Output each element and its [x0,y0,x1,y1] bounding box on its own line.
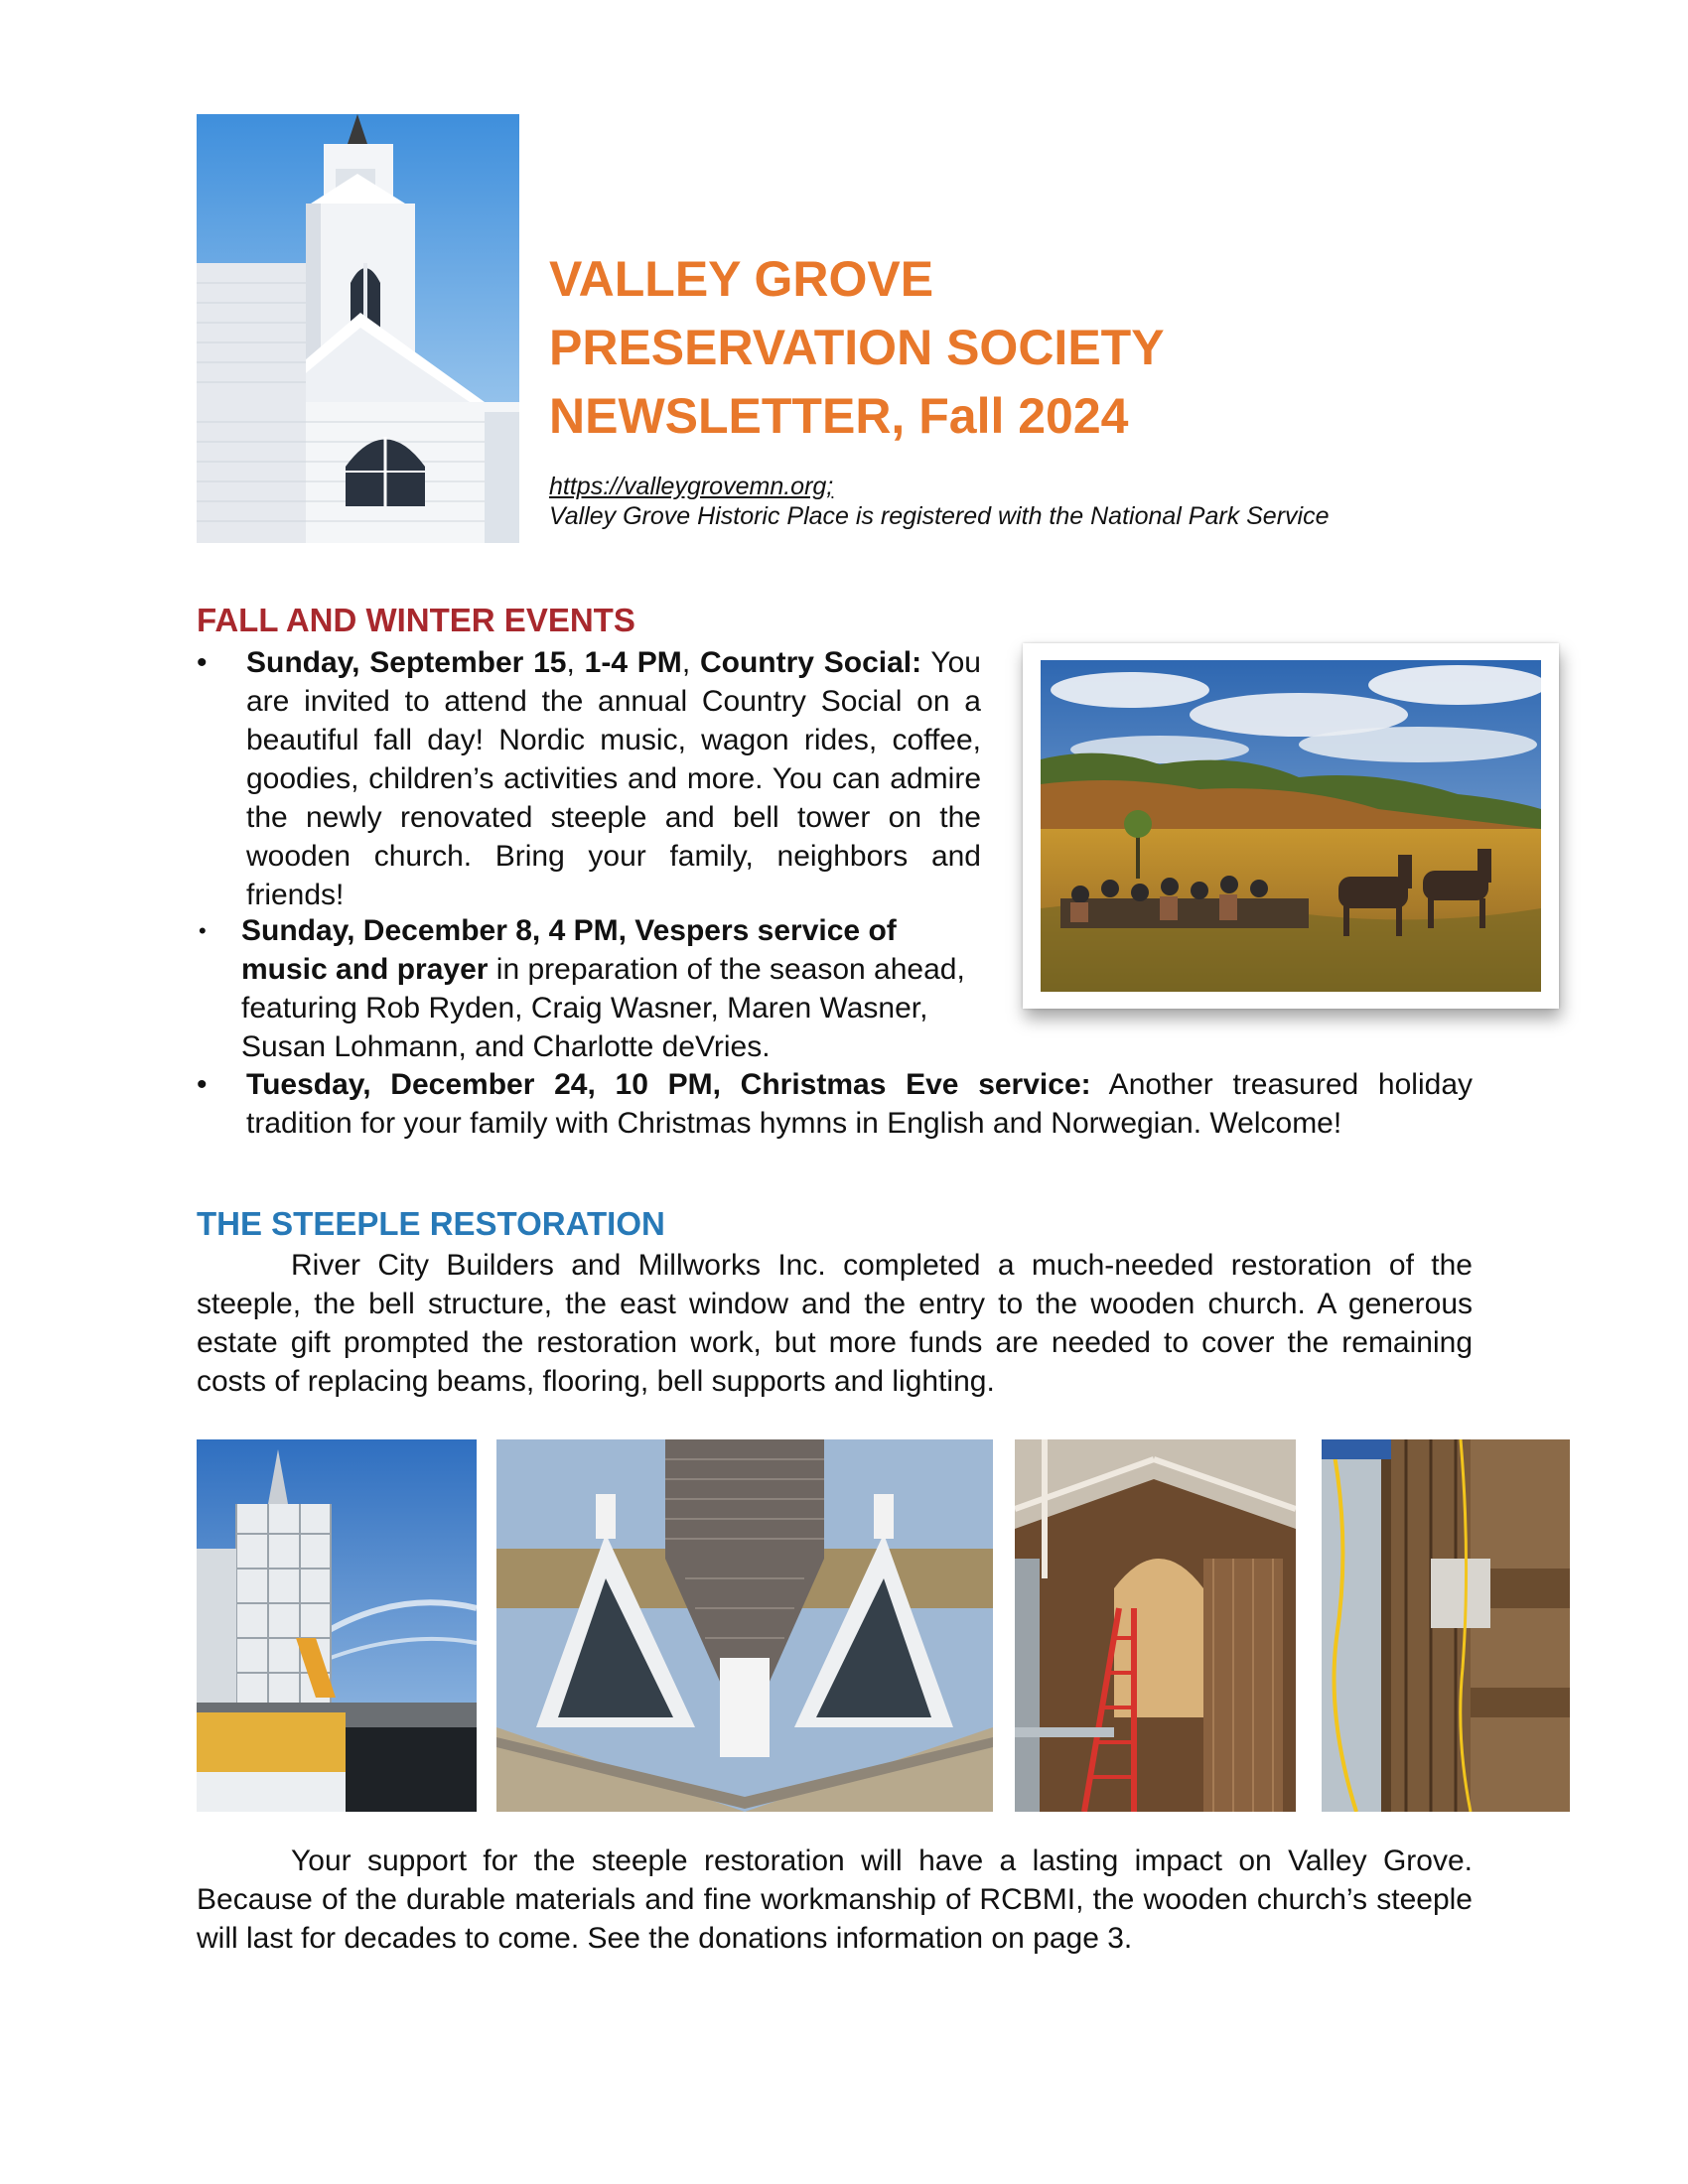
title-line: VALLEY GROVE [549,251,934,307]
events-heading: FALL AND WINTER EVENTS [197,602,635,638]
newsletter-title [549,245,1443,451]
event-title: Tuesday, December 24, 10 PM, Christmas Eve service: [246,1068,1091,1101]
event-item-country-social: Sunday, September 15, 1-4 PM, Country Social: You are invited to attend the annual Country Social on a beautiful fall day! Nordic music, wagon rides, coffee, goodies, children’s activities and more. You can admire the newly renovated steeple and bell tower on the wooden church. Bring your family, neighbors and friends! [246,646,981,911]
church-steeple-photo [197,114,519,543]
event-description: in preparation of the season ahead, featuring Rob Ryden, Craig Wasner, Maren Wasner, Susan Lohmann, and Charlotte deVries. [241,953,965,1063]
event-item-vespers [241,911,981,1066]
hayride-photo-frame [1023,643,1559,1009]
support-paragraph: Your support for the steeple restoration will have a lasting impact on Valley Grove. Because of the durable materials and fine workmanship of RCBMI, the wooden church’s steeple will last for decades to come. See the donations information on page 3. [197,1844,1473,1955]
bullet-icon: • [197,646,208,679]
scaffold-photo [197,1439,477,1812]
hayride-photo [1041,660,1541,992]
steeple-heading: THE STEEPLE RESTORATION [197,1205,665,1242]
spire-photo [496,1439,993,1812]
event-time: 1-4 PM [584,646,682,679]
website-link[interactable]: https://valleygrovemn.org; [549,473,834,500]
registry-note: Valley Grove Historic Place is registered with the National Park Service [549,502,1330,530]
steeple-restoration-paragraph: River City Builders and Millworks Inc. completed a much-needed restoration of the steeple, the bell structure, the east window and the entry to the wooden church. A generous estate gift prompted the restoration work, but more funds are needed to cover the remaining costs of replacing beams, flooring, bell supports and lighting. [197,1249,1473,1398]
bullet-icon: • [199,918,207,943]
event-description: You are invited to attend the annual Country Social on a beautiful fall day! Nordic music, wagon rides, coffee, goodies, children’s activities and more. You can admire the newly renovated steeple and bell tower on the wooden church. Bring your family, neighbors and friends! [246,646,981,911]
timber-photo [1322,1439,1570,1812]
title-line: NEWSLETTER, Fall 2024 [549,388,1129,444]
event-date: Sunday, September 15 [246,646,567,679]
bullet-icon: • [197,1068,208,1101]
ladder-photo [1015,1439,1296,1812]
event-name: Country Social: [699,646,922,679]
event-description: Another treasured holiday tradition for your family with Christmas hymns in English and Norwegian. Welcome! [246,1068,1473,1140]
event-title: Sunday, December 8, 4 PM, Vespers service of music and prayer [241,914,897,986]
event-item-christmas-eve [246,1065,1473,1143]
title-line: PRESERVATION SOCIETY [549,320,1165,375]
